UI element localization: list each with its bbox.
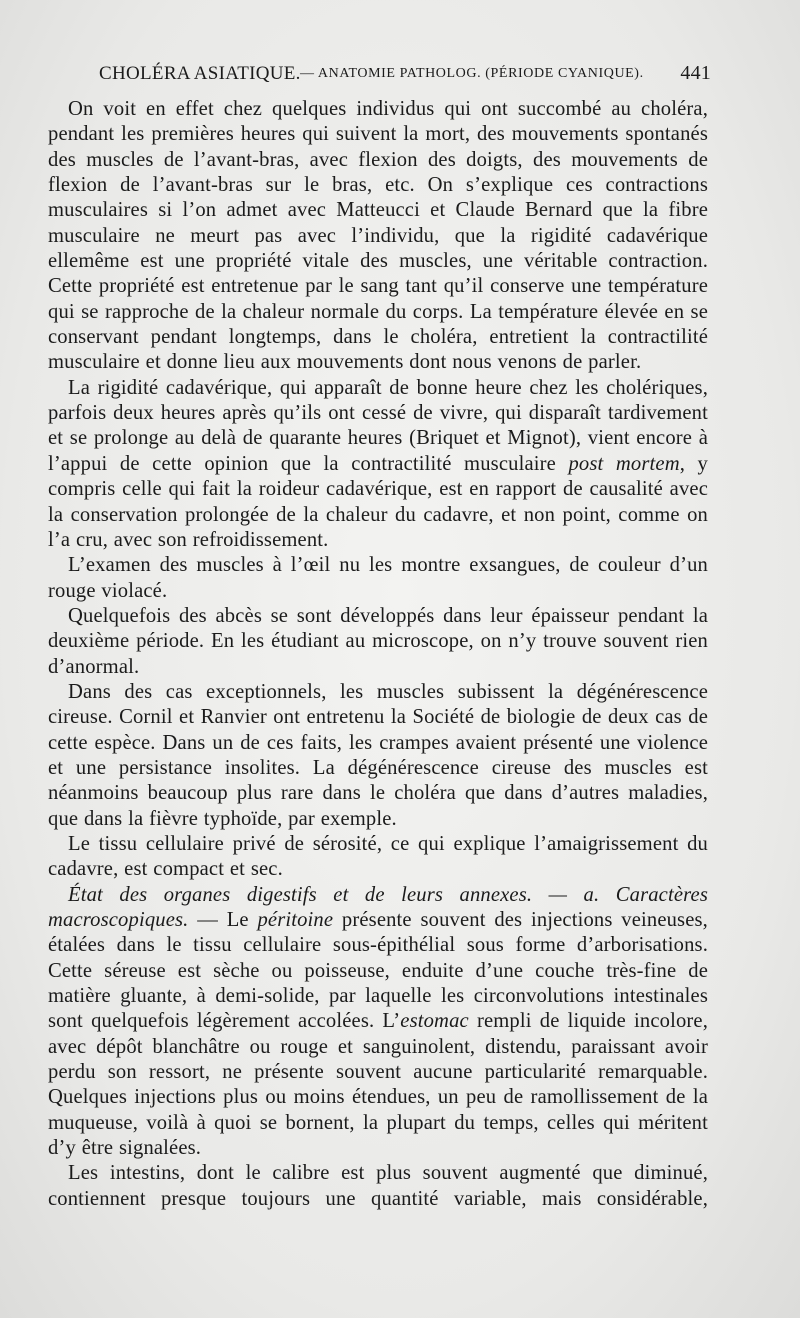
section-heading-italic: État des organes digestifs et de leurs annexes. — a. Caractères macroscopiques. bbox=[48, 883, 708, 931]
paragraph-cholera-muscle-movements: On voit en effet chez quelques individus qui ont succombé au choléra, pendant les premières heures qui suivent la mort, des mouvements spontanés des muscles de l’avant-bras, avec flexion des doigts, des mouvements de flexion de l’avant-bras sur le bras, etc. On s’explique ces contractions musculaires si l’on admet avec Matteucci et Claude Bernard que la fibre musculaire ne meurt pas avec l’individu, que la rigidité cadavérique ellemême est une propriété vitale des muscles, une véritable contraction. Cette propriété est entretenue par le sang tant qu’il conserve une température qui se rapproche de la chaleur normale du corps. La température élevée en se conservant pendant longtemps, dans le choléra, entretient la contractilité musculaire et donne lieu aux mouvements dont nous venons de parler. bbox=[48, 98, 708, 374]
text-run: — Le bbox=[188, 909, 258, 931]
paragraph-waxy-degeneration: Dans des cas exceptionnels, les muscles subissent la dégénérescence cireuse. Cornil et Ranvier ont entretenu la Société de biologie de deux cas de cette espèce. Dans un de ces faits, les crampes avaient présenté une violence et une persistance insolites. La dégénérescence cireuse des muscles est néanmoins beaucoup plus rare dans le choléra que dans d’autres maladies, que dans la fièvre typhoïde, par exemple. bbox=[48, 680, 708, 830]
paragraph-cellular-tissue: Le tissu cellulaire privé de sérosité, ce qui explique l’amaigrissement du cadavre, est compact et sec. bbox=[48, 832, 708, 881]
paragraph-cadaveric-rigidity bbox=[48, 376, 708, 553]
paragraph-digestive-organs bbox=[48, 883, 708, 1162]
text-run: présente souvent des injections veineuses, étalées dans le tissu cellulaire sous-épithélial sous forme d’arborisations. Cette séreuse est sèche ou poisseuse, enduite d’une couche très-fine de matière gluante, à demi-solide, par laquelle les circonvolutions intestinales sont quelquefois légèrement accolées. L’ bbox=[48, 909, 708, 1033]
running-head bbox=[0, 60, 800, 88]
body-text bbox=[48, 97, 708, 1212]
paragraph-abscesses: Quelquefois des abcès se sont développés dans leur épaisseur pendant la deuxième période. En les étudiant au microscope, on n’y trouve souvent rien d’anormal. bbox=[48, 604, 708, 678]
page-number: 441 bbox=[680, 62, 711, 84]
paragraph-intestines: Les intestins, dont le calibre est plus souvent augmenté que diminué, contiennent presque toujours une quantité variable, mais considérable, bbox=[48, 1162, 708, 1210]
text-run: rempli de liquide incolore, avec dépôt blanchâtre ou rouge et sanguinolent, distendu, paraissant avoir perdu son ressort, ne présente souvent aucune particularité remarquable. Quelques injections plus ou moins étendues, un peu de ramollissement de la muqueuse, voilà à quoi se bornent, la plupart du temps, celles qui méritent d’y être signalées. bbox=[48, 1010, 708, 1160]
italic-term: péritoine bbox=[257, 909, 334, 931]
italic-term: estomac bbox=[400, 1010, 469, 1033]
paragraph-muscle-examination: L’examen des muscles à l’œil nu les montre exsangues, de couleur d’un rouge violacé. bbox=[48, 554, 708, 602]
italic-term: post mortem bbox=[568, 452, 680, 475]
running-head-subtitle: — ANATOMIE PATHOLOG. (PÉRIODE CYANIQUE). bbox=[300, 66, 644, 81]
text-run: La rigidité cadavérique, qui apparaît de bonne heure chez les cholériques, parfois deux heures après qu’ils ont cessé de vivre, qui disparaît tardivement et se prolonge au delà de quarante heures (Briquet et Mignot), vient encore à l’appui de cette opinion que la contractilité musculaire bbox=[48, 376, 708, 475]
text-run: , y compris celle qui fait la roideur cadavérique, est en rapport de causalité avec la conservation prolongée de la chaleur du cadavre, et non point, comme on l’a cru, avec son refroidissement. bbox=[48, 452, 708, 551]
running-head-title: CHOLÉRA ASIATIQUE. bbox=[99, 63, 301, 84]
